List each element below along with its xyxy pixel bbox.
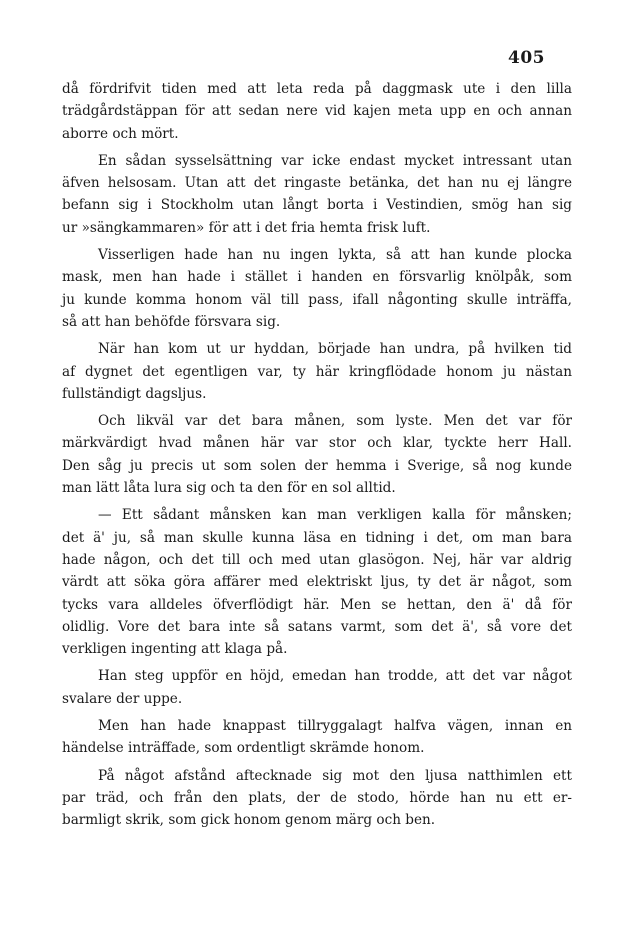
- text-line: mask, men han hade i stället i handen en försvarlig knölpåk, som: [62, 269, 572, 286]
- text-line: Men han hade knappast tillryggalagt halfva vägen, innan en: [98, 718, 572, 735]
- text-line: af dygnet det egentligen var, ty här kringflödade honom ju nästan: [62, 363, 572, 380]
- paragraph: [62, 715, 572, 760]
- paragraph: [62, 765, 572, 832]
- paragraph: [62, 504, 572, 660]
- text-line: ju kunde komma honom väl till pass, ifall någonting skulle inträffa,: [62, 291, 572, 308]
- body-text: [62, 78, 572, 837]
- text-line: Visserligen hade han nu ingen lykta, så att han kunde plocka: [98, 247, 572, 264]
- text-line: aborre och mört.: [62, 125, 179, 142]
- text-line: trädgårdstäppan för att sedan nere vid kajen meta upp en och annan: [62, 103, 572, 120]
- paragraph: [62, 665, 572, 710]
- text-line: svalare der uppe.: [62, 690, 183, 707]
- text-line: värdt att söka göra affärer med elektriskt ljus, ty det är något, som: [62, 574, 572, 591]
- text-line: Den såg ju precis ut som solen der hemma i Sverige, så nog kunde: [62, 457, 572, 474]
- text-line: äfven helsosam. Utan att det ringaste betänka, det han nu ej längre: [62, 175, 572, 192]
- paragraph: [62, 244, 572, 333]
- text-line: hade någon, och det till och med utan glasögon. Nej, här var aldrig: [62, 551, 572, 568]
- text-line: ur »sängkammaren» för att i det fria hemta frisk luft.: [62, 219, 431, 236]
- text-line: man lätt låta lura sig och ta den för en sol alltid.: [62, 480, 396, 497]
- paragraph: [62, 338, 572, 405]
- text-line: befann sig i Stockholm utan långt borta i Vestindien, smög han sig: [62, 197, 572, 214]
- text-line: På något afstånd aftecknade sig mot den ljusa natthimlen ett: [98, 767, 572, 784]
- paragraph: [62, 150, 572, 239]
- text-line: Han steg uppför en höjd, emedan han trodde, att det var något: [98, 668, 572, 685]
- text-line: Och likväl var det bara månen, som lyste. Men det var för: [98, 413, 572, 430]
- text-line: — Ett sådant månsken kan man verkligen kalla för månsken;: [98, 507, 572, 524]
- page-number: 405: [508, 48, 545, 68]
- text-line: märkvärdigt hvad månen här var stor och klar, tyckte herr Hall.: [62, 435, 572, 452]
- text-line: det ä' ju, så man skulle kunna läsa en tidning i det, om man bara: [62, 529, 572, 546]
- text-line: olidlig. Vore det bara inte så satans varmt, som det ä', så vore det: [62, 618, 572, 635]
- text-line: händelse inträffade, som ordentligt skrämde honom.: [62, 740, 425, 757]
- text-line: fullständigt dagsljus.: [62, 385, 207, 402]
- text-line: så att han behöfde försvara sig.: [62, 313, 281, 330]
- text-line: barmligt skrik, som gick honom genom märg och ben.: [62, 812, 436, 829]
- text-line: verkligen ingenting att klaga på.: [62, 641, 288, 658]
- text-line: då fördrifvit tiden med att leta reda på daggmask ute i den lilla: [62, 81, 572, 97]
- text-line: par träd, och från den plats, der de stodo, hörde han nu ett er-: [62, 789, 572, 806]
- paragraph: [62, 78, 572, 145]
- text-line: En sådan sysselsättning var icke endast mycket intressant utan: [98, 152, 572, 169]
- text-line: När han kom ut ur hyddan, började han undra, på hvilken tid: [98, 341, 572, 358]
- text-line: tycks vara alldeles öfverflödigt här. Men se hettan, den ä' då för: [62, 596, 572, 613]
- paragraph: [62, 410, 572, 499]
